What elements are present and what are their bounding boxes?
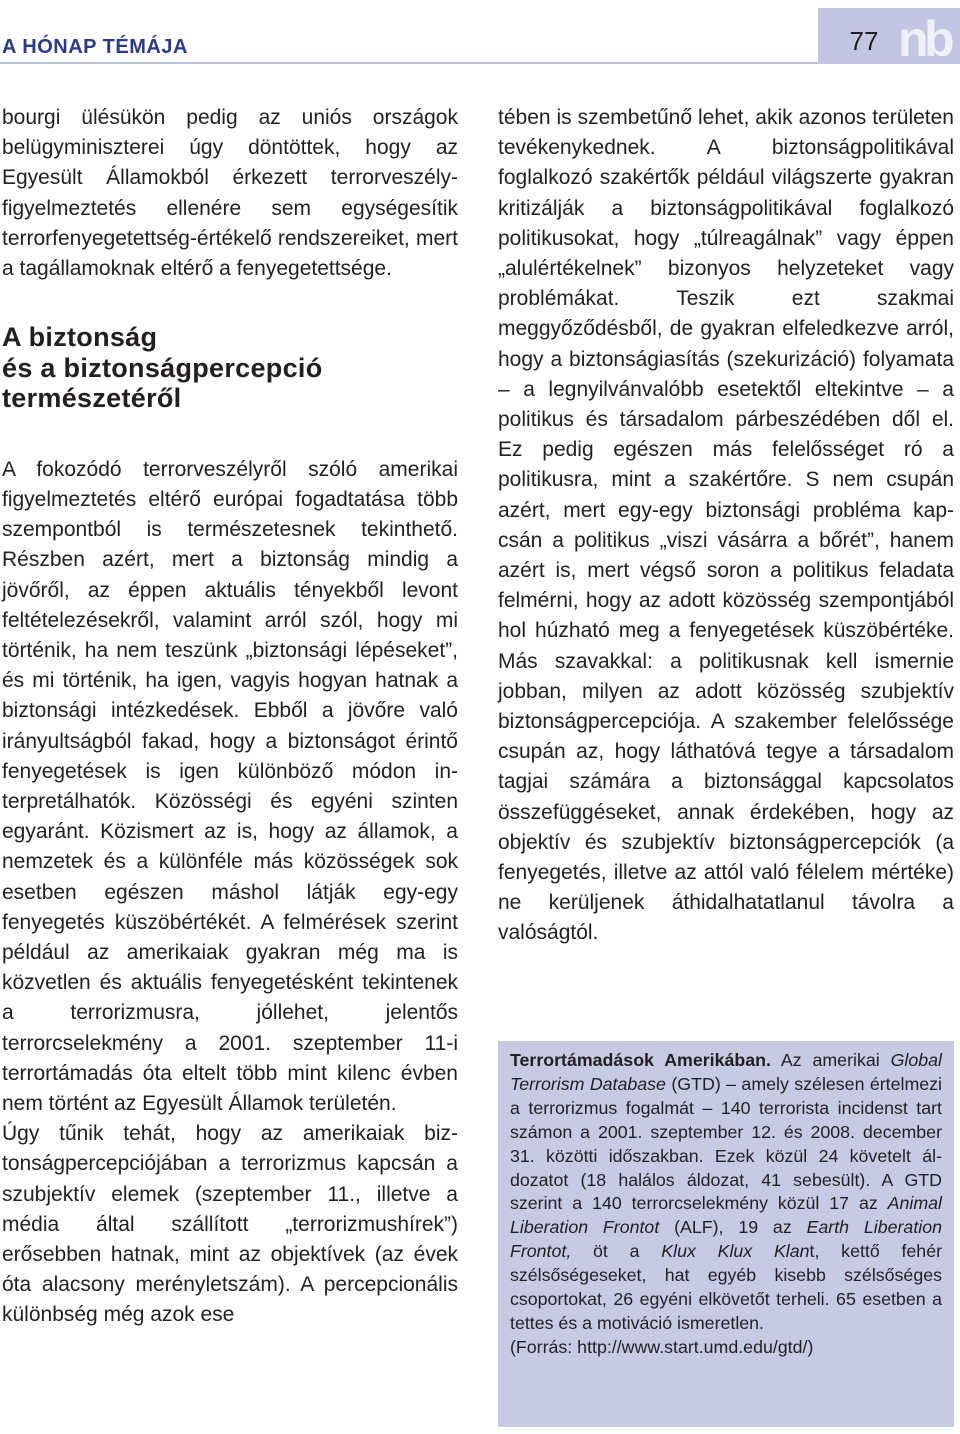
right-column <box>498 103 954 949</box>
group-name: Klux Klux Klan <box>661 1241 810 1262</box>
group-name: Earth Liberation Frontot, <box>510 1217 942 1262</box>
page-header <box>0 0 960 64</box>
sidebar-text-part: (GTD) – amely szélesen értelmezi a terrorizmus fogalmát – 140 terrorista incidenst tart számon a 2001. szeptember 12. és 2008. december 31. közötti időszakban. Ezek közül 24 követelt áldozatot (18 halálos áldozat, 41 sebesült). A GTD szerint a 140 terrorcselekmény közül 17 az <box>510 1073 942 1214</box>
nb-logo-icon <box>896 10 956 64</box>
header-rule <box>0 62 818 64</box>
sidebar-text <box>510 1049 942 1336</box>
subheading-line: és a biztonságpercepció <box>2 352 323 383</box>
page-number: 77 <box>849 26 879 56</box>
sidebar-box <box>498 1041 954 1427</box>
group-name: Animal Liberation Frontot <box>510 1193 942 1238</box>
sidebar-text-part: (ALF), 19 az <box>659 1217 807 1238</box>
subheading-line: A biztonság <box>2 322 158 353</box>
body-paragraph: tében is szembetűnő lehet, akik azonos területen tevékenykednek. A biztonságpolitikával foglalkozó szakértők például világszerte gyakran kritizálják a biztonságpolitikával foglalkozó politikusokat, hogy „túlreagálnak” vagy éppen „alulértékelnek” bizonyos helyzeteket vagy problémákat. Teszik ezt szakmai meggyőződésből, de gyakran elfeledkezve arról, hogy a biztonságiasítás (szekurizáció) folyamata – a legnyilvánvalóbb esetektől eltekintve – a politikus és társadalom párbeszédében dől el. Ez pedig egészen más felelősséget ró a politikusra, mint a szakértőre. S nem csupán azért, mert egy-egy biztonsági probléma kapcsán a politikus „viszi vásárra a bőrét”, hanem azért is, mert végső soron a politikus feladata felmérni, hogy az adott közösség szempontjából hol húzható meg a fenyegetések küszöbértéke. Más szavakkal: a politikusnak kell ismernie jobban, milyen az adott közösség szubjektív biztonságpercepciója. A szakember felelőssége csupán az, hogy láthatóvá tegye a társadalom tagjai számára a biztonsággal kapcsolatos összefüggéseket, annak érdekében, hogy az objektív és szubjektív biztonságpercepciók (a fenyegetés, illetve az attól való félеlem mértéke) ne kerüljenek áthidalhatatlanul távolra a valóságtól. <box>498 106 954 945</box>
sidebar-source: (Forrás: http://www.start.umd.edu/gtd/) <box>510 1336 814 1357</box>
body-paragraph: bourgi ülésükön pedig az uniós országok belügyminiszterei úgy döntöttek, hogy az Egyesült Államokból érkezett terrorveszély-figyelmeztetés ellenére sem egységesítik terrorfenyegetettség-értékelő rendszereiket, mert a tagállamoknak eltérő a fenyegetettsége. <box>2 106 458 281</box>
subheading-line: természetéről <box>2 383 182 414</box>
sidebar-lead: Terrortámadások Amerikában. <box>510 1050 771 1070</box>
sidebar-text-part: öt a <box>571 1241 662 1262</box>
left-column <box>2 103 458 1331</box>
section-title: A HÓNAP TÉMÁJA <box>2 36 188 58</box>
database-name: Global Terrorism Database <box>510 1050 942 1094</box>
sidebar-text-part: Az amerikai <box>770 1050 891 1070</box>
svg-text:n: n <box>898 11 929 64</box>
sidebar-text-part: t, kettő fehér szélsőségeseket, hat egyéb kisebb szélsőséges csoportokat, 26 egyéni elkövetőt terheli. 65 esetben a tettes és a motiváció ismeretlen. <box>510 1241 943 1333</box>
body-paragraph: A fokozódó terrorveszélyről szóló amerikai figyelmeztetés eltérő európai fogadtatása több szempontból is természetesnek tekinthető. Részben azért, mert a biztonság mindig a jövőről, az éppen aktuális tényekből levont feltételezésekről, valamint arról szól, hogy mi történik, ha nem teszünk „biztonsági lépéseket”, és mi történik, ha igen, vagyis hogyan hatnak a biztonsági intézkedések. Ebből a jövőre való irányultságból fakad, hogy a biztonságot érintő fenyegetések is igen különböző módon interpretálhatók. Közösségi és egyéni szinten egyaránt. Közismert az is, hogy az államok, a nemzetek és a különféle más közösségek sok esetben egészen máshol látják egy-egy fenyegetés küszöbértékét. A felmérések szerint például az amerikaiak gyakran még ma is közvetlen és aktuális fenyegetésként tekintenek a terrorizmusra, jóllehet, jelentős terrorcselekmény a 2001. szeptember 11-i terrortámadás óta eltelt több mint kilenc évben nem történt az Egyesült Államok területén. <box>2 457 458 1115</box>
body-paragraph: Úgy tűnik tehát, hogy az amerikaiak biztonságpercepciójában a terrorizmus kapcsán a szubjektív elemek (szeptember 11., illetve a média által szállított „terrorizmushírek”) erősebben hatnak, mint az objektívek (az évek óta alacsony merényletszám). A percepcionális különbség még azok ese <box>2 1122 458 1327</box>
svg-text:b: b <box>924 11 955 64</box>
section-subheading <box>2 322 458 414</box>
